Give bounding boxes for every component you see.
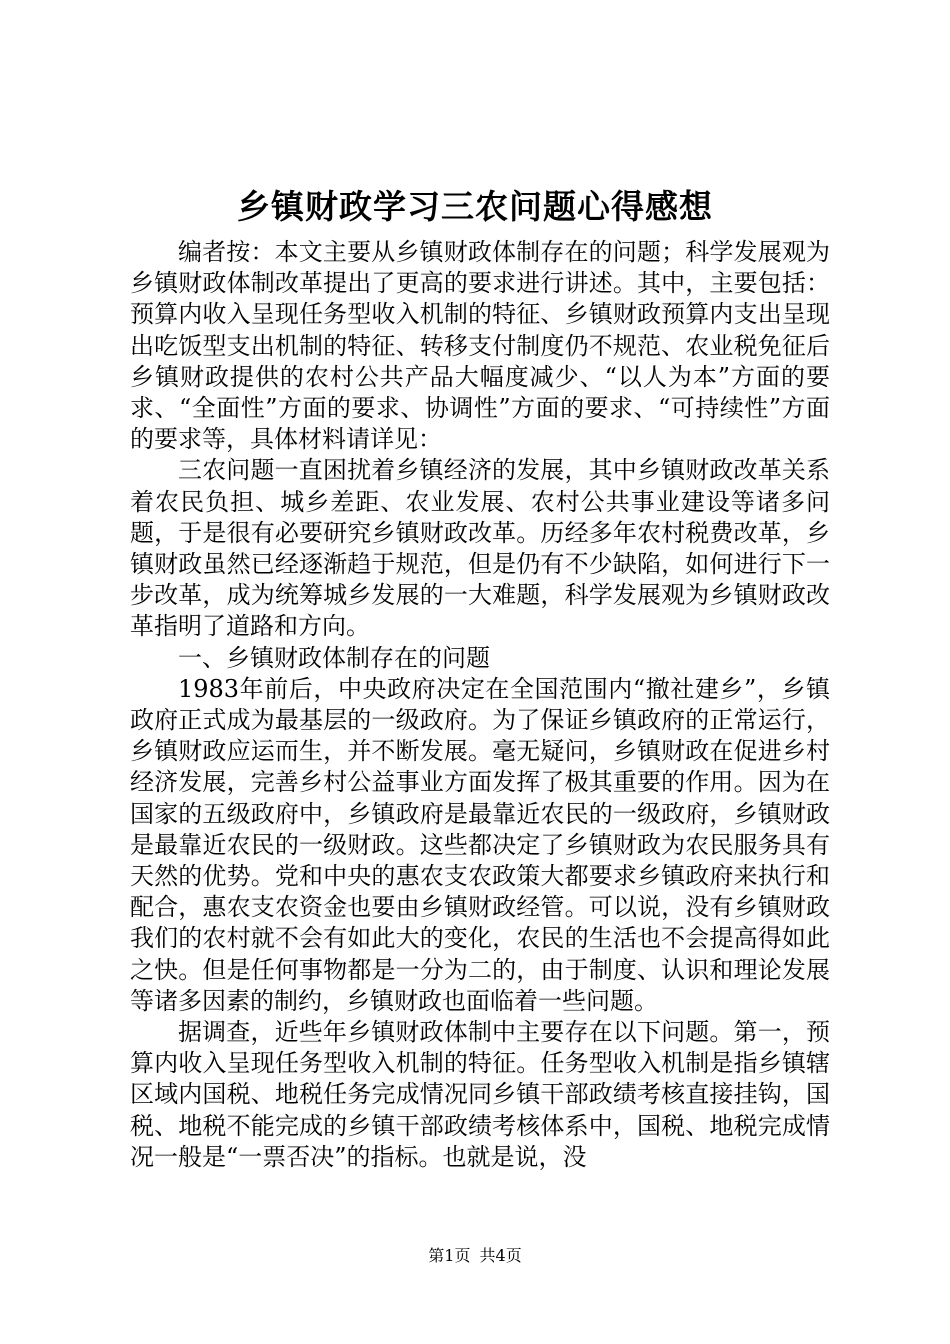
document-title: 乡镇财政学习三农问题心得感想 (237, 187, 713, 226)
page-total: 共4页 (479, 1246, 522, 1265)
paragraph-history: 1983年前后，中央政府决定在全国范围内“撤社建乡”，乡镇政府正式成为最基层的一级政府。为了保证乡镇政府的正常运行，乡镇财政应运而生，并不断发展。毫无疑问，乡镇财政在促进乡村经济发展，完善乡村公益事业方面发挥了极其重要的作用。因为在国家的五级政府中，乡镇政府是最靠近农民的一级政府，乡镇财政是最靠近农民的一级财政。这些都决定了乡镇财政为农民服务具有天然的优势。党和中央的惠农支农政策大都要求乡镇政府来执行和配合，惠农支农资金也要由乡镇财政经管。可以说，没有乡镇财政我们的农村就不会有如此大的变化，农民的生活也不会提高得如此之快。但是任何事物都是一分为二的，由于制度、认识和理论发展等诸多因素的制约，乡镇财政也面临着一些问题。 (130, 674, 830, 1015)
paragraph-editor-note: 编者按：本文主要从乡镇财政体制存在的问题；科学发展观为乡镇财政体制改革提出了更高的要求进行讲述。其中，主要包括：预算内收入呈现任务型收入机制的特征、乡镇财政预算内支出呈现出吃饭型支出机制的特征、转移支付制度仍不规范、农业税免征后乡镇财政提供的农村公共产品大幅度减少、“以人为本”方面的要求、“全面性”方面的要求、协调性”方面的要求、“可持续性”方面的要求等，具体材料请详见： (130, 238, 830, 454)
paragraph-intro: 三农问题一直困扰着乡镇经济的发展，其中乡镇财政改革关系着农民负担、城乡差距、农业发展、农村公共事业建设等诸多问题，于是很有必要研究乡镇财政改革。历经多年农村税费改革，乡镇财政虽然已经逐渐趋于规范，但是仍有不少缺陷，如何进行下一步改革，成为统筹城乡发展的一大难题，科学发展观为乡镇财政改革指明了道路和方向。 (130, 456, 830, 641)
page-footer (0, 1246, 950, 1266)
paragraph-problems: 据调查，近些年乡镇财政体制中主要存在以下问题。第一，预算内收入呈现任务型收入机制的特征。任务型收入机制是指乡镇辖区域内国税、地税任务完成情况同乡镇干部政绩考核直接挂钩，国税、地税不能完成的乡镇干部政绩考核体系中，国税、地税完成情况一般是“一票否决”的指标。也就是说，没 (130, 1018, 830, 1171)
page-number: 第1页 (428, 1246, 471, 1265)
document-body (130, 237, 830, 1173)
section-heading: 一、乡镇财政体制存在的问题 (178, 643, 490, 672)
